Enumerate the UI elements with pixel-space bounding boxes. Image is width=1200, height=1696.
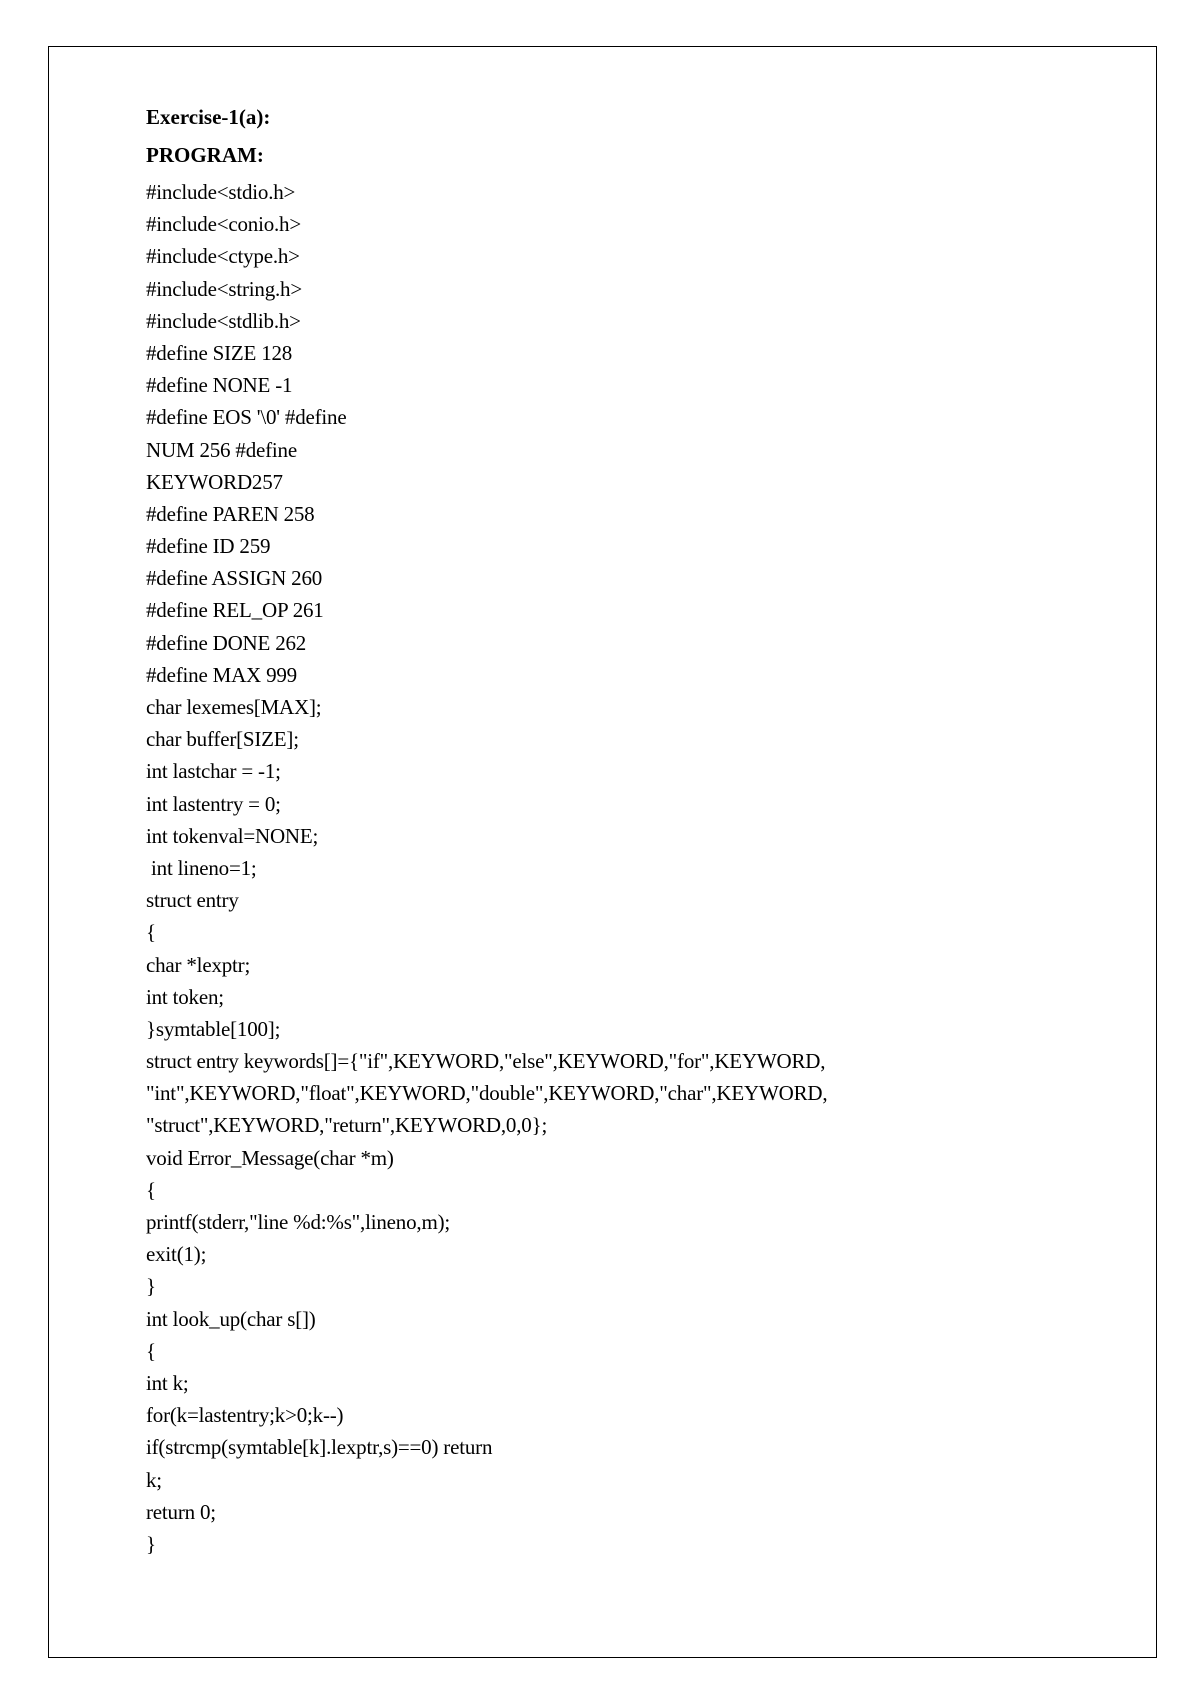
program-label: PROGRAM:: [146, 143, 264, 167]
code-line: }: [146, 1531, 156, 1556]
code-line: "int",KEYWORD,"float",KEYWORD,"double",KEYWORD,"char",KEYWORD,: [146, 1081, 828, 1106]
code-line: void Error_Message(char *m): [146, 1145, 394, 1170]
code-line: k;: [146, 1467, 162, 1492]
code-line: struct entry keywords[]={"if",KEYWORD,"else",KEYWORD,"for",KEYWORD,: [146, 1049, 826, 1074]
program-code: [146, 176, 1106, 1560]
code-line: {: [146, 1177, 156, 1202]
code-line: #define REL_OP 261: [146, 598, 324, 623]
code-line: }: [146, 1274, 156, 1299]
code-line: exit(1);: [146, 1242, 207, 1267]
code-line: #include<string.h>: [146, 276, 302, 301]
code-line: if(strcmp(symtable[k].lexptr,s)==0) return: [146, 1435, 493, 1460]
code-line: for(k=lastentry;k>0;k--): [146, 1403, 344, 1428]
code-line: #include<stdio.h>: [146, 180, 296, 204]
code-line: #include<conio.h>: [146, 212, 302, 237]
code-line: "struct",KEYWORD,"return",KEYWORD,0,0};: [146, 1113, 548, 1138]
code-line: #include<stdlib.h>: [146, 308, 301, 333]
code-line: int k;: [146, 1370, 189, 1395]
code-line: int look_up(char s[]): [146, 1306, 316, 1331]
document-body: [146, 98, 1106, 1560]
code-line: return 0;: [146, 1499, 216, 1524]
code-line: char buffer[SIZE];: [146, 727, 299, 752]
code-line: {: [146, 1338, 156, 1363]
code-line: }symtable[100];: [146, 1016, 281, 1041]
code-line: int token;: [146, 984, 224, 1009]
code-line: NUM 256 #define: [146, 437, 297, 462]
code-line: #define MAX 999: [146, 662, 297, 687]
code-line: KEYWORD257: [146, 469, 283, 494]
code-line: #define PAREN 258: [146, 501, 315, 526]
code-line: printf(stderr,"line %d:%s",lineno,m);: [146, 1210, 451, 1234]
code-line: #include<ctype.h>: [146, 244, 300, 269]
code-line: #define EOS '\0' #define: [146, 405, 347, 430]
code-line: int lastchar = -1;: [146, 759, 281, 784]
code-line: int lastentry = 0;: [146, 791, 281, 816]
code-line: int lineno=1;: [146, 855, 257, 880]
code-line: #define ASSIGN 260: [146, 566, 323, 591]
code-line: int tokenval=NONE;: [146, 823, 319, 848]
exercise-title: Exercise-1(a):: [146, 105, 271, 129]
code-line: {: [146, 920, 156, 945]
code-line: #define ID 259: [146, 534, 271, 559]
code-line: #define DONE 262: [146, 630, 307, 655]
code-line: #define NONE -1: [146, 373, 293, 398]
code-line: #define SIZE 128: [146, 340, 293, 365]
code-line: char lexemes[MAX];: [146, 695, 322, 719]
code-line: char *lexptr;: [146, 952, 251, 977]
code-line: struct entry: [146, 888, 239, 913]
